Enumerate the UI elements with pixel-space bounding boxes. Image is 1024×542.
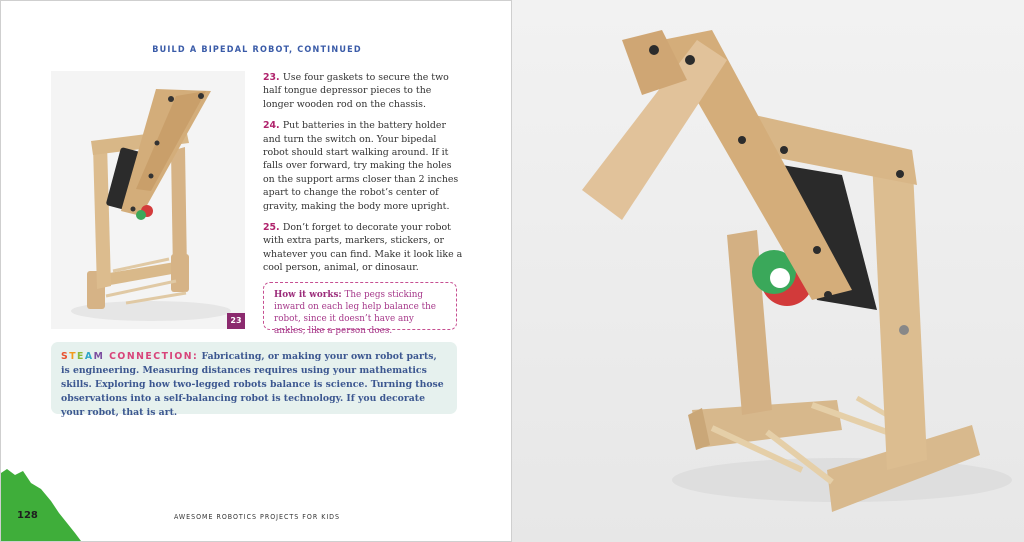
step-number: 25. [263, 222, 283, 234]
instruction-steps [263, 71, 463, 283]
footer-book-title: AWESOME ROBOTICS PROJECTS FOR KIDS [173, 513, 341, 521]
how-it-works-box [263, 282, 457, 336]
step-text: Put batteries in the battery holder and turn the switch on. Your bipedal robot should start walking around. If it falls over forward, try making the holes on the support arms closer than 2 inches apart to change the robot’s center of gravity, making the body more upright. [263, 120, 459, 212]
green-corner-decoration [1, 461, 81, 541]
right-page-photo [512, 0, 1024, 542]
running-head: BUILD A BIPEDAL ROBOT, CONTINUED [152, 45, 362, 55]
page-number: 128 [17, 510, 38, 521]
steam-connection-box [51, 342, 457, 418]
step-text: Use four gaskets to secure the two half tongue depressor pieces to the longer wooden rod on the chassis. [263, 72, 449, 110]
step-23 [263, 71, 463, 111]
step-number: 24. [263, 120, 283, 132]
step-25 [263, 221, 463, 275]
steam-connection-text: Fabricating, or making your own robot parts, is engineering. Measuring distances requires using your mathematics skills. Exploring how two-legged robots balance is science. Turning those observations into a self-balancing robot is technology. If you decorate your robot, that is art. [61, 351, 444, 418]
large-robot-image [512, 0, 1024, 542]
step-number: 23. [263, 72, 283, 83]
step-photo [51, 71, 245, 329]
step-24 [263, 119, 463, 213]
step-text: Don’t forget to decorate your robot with extra parts, markers, stickers, or whatever you can find. Make it look like a cool person, animal, or dinosaur. [263, 222, 463, 274]
small-robot-image [51, 71, 245, 329]
photo-step-badge: 23 [227, 313, 245, 329]
how-it-works-text: The pegs sticking inward on each leg help balance the robot, since it doesn’t have any ankles, like a person does. [274, 290, 436, 336]
steam-connection-label: STEAM CONNECTION: [61, 351, 199, 362]
how-it-works-label: How it works: [274, 290, 342, 300]
